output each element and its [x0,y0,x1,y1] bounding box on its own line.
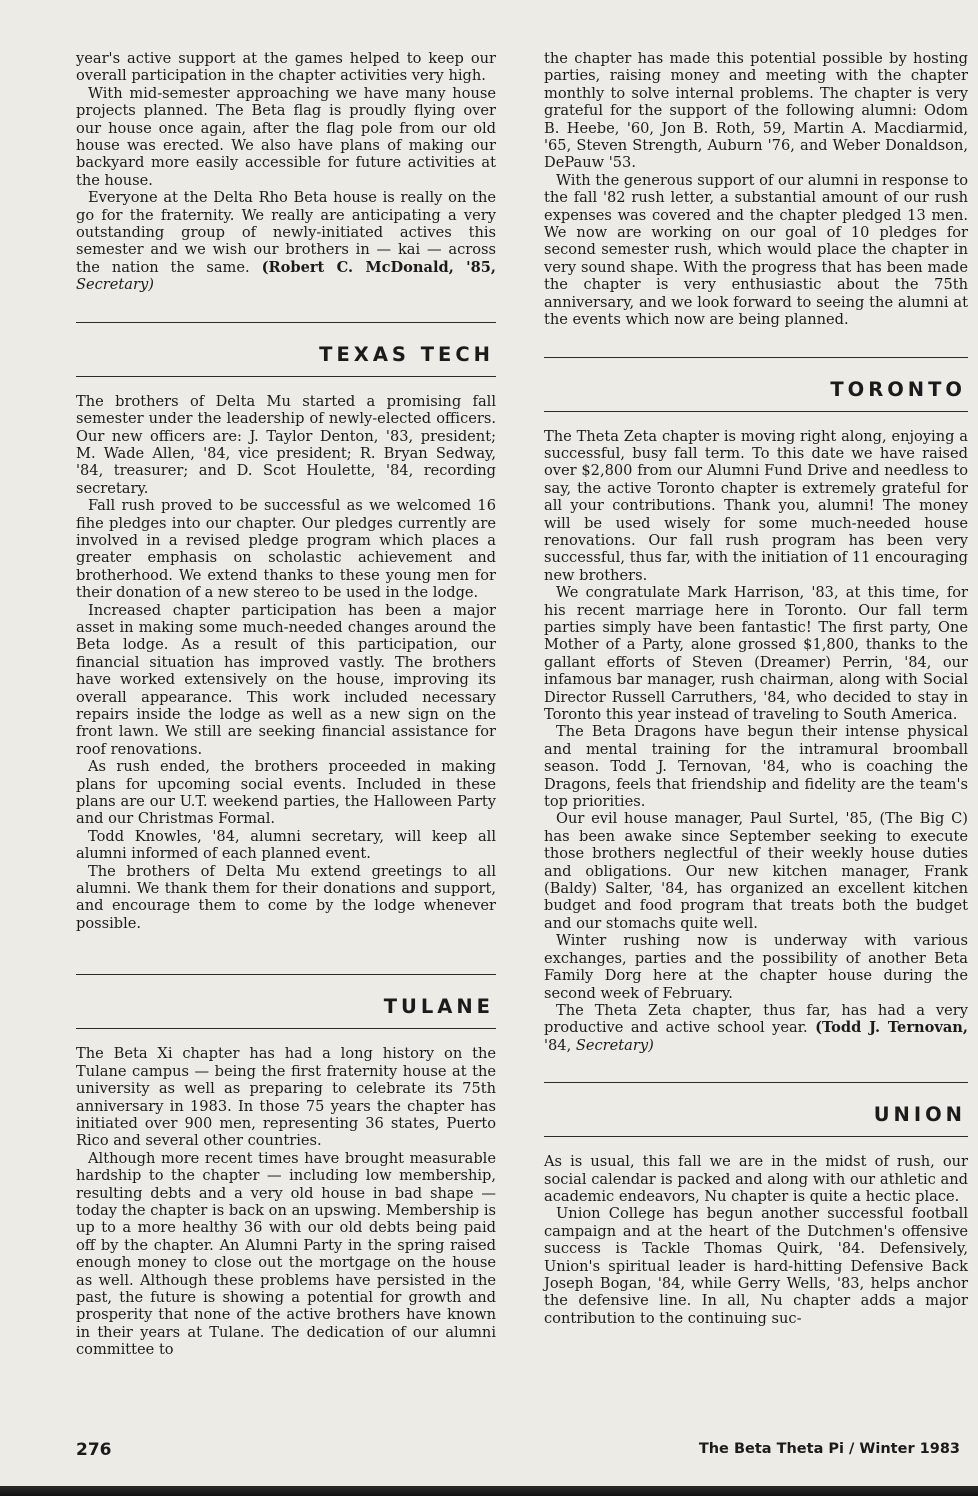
body-paragraph: Union College has begun another successful football campaign and at the heart of the Dutchmen's offensive success is Tackle Thomas Quirk, '84. Defensively, Union's spiritual leader is hard-hitting Defensive Back Joseph Bogan, '84, while Gerry Wells, '83, helps anchor the defensive line. In all, Nu chapter adds a major contribution to the continuing suc- [544,1205,968,1327]
body-paragraph: The Beta Dragons have begun their intense physical and mental training for the intramural broomball season. Todd J. Ternovan, '84, who is coaching the Dragons, feels that friendship and fidelity are the team's top priorities. [544,723,968,811]
signature-role: Secretary) [76,276,154,294]
body-paragraph: the chapter has made this potential possible by hosting parties, raising money and meeting with the chapter monthly to solve internal problems. The chapter is very grateful for the support of the following alumni: Odom B. Heebe, '60, Jon B. Roth, 59, Martin A. Macdiarmid, '65, Steven Strength, Auburn '76, and Weber Donaldson, DePauw '53. [544,50,968,172]
body-paragraph: Although more recent times have brought measurable hardship to the chapter — including low membership, resulting debts and a very old house in bad shape — today the chapter is back on an upswing. Membership is up to a more healthy 36 with our old debts being paid off by the chapter. An Alumni Party in the spring raised enough money to close out the mortgage on the house as well. Although these problems have persisted in the past, the future is showing a potential for growth and prosperity that none of the active brothers have known in their years at Tulane. The dedication of our alumni committee to [76,1149,496,1359]
body-paragraph [76,189,496,293]
body-paragraph [544,1002,968,1054]
body-paragraph: With mid-semester approaching we have many house projects planned. The Beta flag is proudly flying over our house once again, after the flag pole from our old house was erected. We also have plans of making our backyard more easily accessible for future activities at the house. [76,84,496,189]
body-paragraph: As is usual, this fall we are in the midst of rush, our social calendar is packed and along with our athletic and academic endeavors, Nu chapter is quite a hectic place. [544,1153,968,1205]
running-footer: The Beta Theta Pi / Winter 1983 [698,1441,960,1457]
body-paragraph: Todd Knowles, '84, alumni secretary, will keep all alumni informed of each planned event. [76,827,496,863]
left-column [76,50,496,1359]
body-paragraph: As rush ended, the brothers proceeded in making plans for upcoming social events. Included in these plans are our U.T. weekend parties, the Halloween Party and our Christmas Formal. [76,758,496,828]
right-column [544,50,968,1327]
section-heading-tulane: TULANE [76,974,496,1029]
page-edge-shadow [0,1486,978,1496]
body-paragraph: year's active support at the games helped to keep our overall participation in the chapter activities very high. [76,50,496,85]
section-heading-union: UNION [544,1082,968,1137]
signature-name: (Todd J. Ternovan, [815,1019,968,1037]
section-heading-texas-tech: TEXAS TECH [76,322,496,377]
body-paragraph: Our evil house manager, Paul Surtel, '85, (The Big C) has been awake since September seeking to execute those brothers neglectful of their weekly house duties and obligations. Our new kitchen manager, Frank (Baldy) Salter, '84, has organized an excellent kitchen budget and food program that treats both the budget and our stomachs quite well. [544,810,968,932]
page-number: 276 [76,1440,112,1460]
body-paragraph: We congratulate Mark Harrison, '83, at this time, for his recent marriage here in Toronto. Our fall term parties simply have been fantastic! The first party, One Mother of a Party, alone grossed $1,800, thanks to the gallant efforts of Steven (Dreamer) Perrin, '84, our infamous bar manager, rush chairman, along with Social Director Russell Carruthers, '84, who decided to stay in Toronto this year instead of traveling to South America. [544,584,968,723]
body-paragraph: The brothers of Delta Mu started a promising fall semester under the leadership of newly-elected officers. Our new officers are: J. Taylor Denton, '83, president; M. Wade Allen, '84, vice president; R. Bryan Sedway, '84, treasurer; and D. Scot Houlette, '84, recording secretary. [76,392,496,497]
body-paragraph: The brothers of Delta Mu extend greetings to all alumni. We thank them for their donations and support, and encourage them to come by the lodge whenever possible. [76,862,496,932]
body-paragraph: With the generous support of our alumni in response to the fall '82 rush letter, a substantial amount of our rush expenses was covered and the chapter pledged 13 men. We now are working on our goal of 10 pledges for second semester rush, which would place the chapter in very sound shape. With the progress that has been made the chapter is very enthusiastic about the 75th anniversary, and we look forward to seeing the alumni at the events which now are being planned. [544,171,968,329]
body-paragraph: Winter rushing now is underway with various exchanges, parties and the possibility of another Beta Family Dorg here at the chapter house during the second week of February. [544,932,968,1002]
body-paragraph: Increased chapter participation has been a major asset in making some much-needed changes around the Beta lodge. As a result of this participation, our financial situation has improved vastly. The brothers have worked extensively on the house, improving its overall appearance. This work included necessary repairs inside the lodge as well as a new sign on the front lawn. We still are seeking financial assistance for roof renovations. [76,601,496,758]
body-paragraph: The Theta Zeta chapter is moving right along, enjoying a successful, busy fall term. To this date we have raised over $2,800 from our Alumni Fund Drive and needless to say, the active Toronto chapter is extremely grateful for all your contributions. Thank you, alumni! The money will be used wisely for some much-needed house renovations. Our fall rush program has been very successful, thus far, with the initiation of 11 encouraging new brothers. [544,427,968,584]
signature-name: (Robert C. McDonald, '85, [261,258,496,276]
signature-class-year: '84, [544,1036,572,1054]
section-heading-toronto: TORONTO [544,357,968,412]
body-paragraph: Fall rush proved to be successful as we welcomed 16 fihe pledges into our chapter. Our pledges currently are involved in a revised pledge program which places a greater emphasis on scholastic achievement and brotherhood. We extend thanks to these young men for their donation of a new stereo to be used in the lodge. [76,497,496,602]
paragraph-text: Everyone at the Delta Rho Beta house is really on the go for the fraternity. We really are anticipating a very outstanding group of newly-initiated actives this semester and we wish our brothers in — kai — across the nation the same. [76,189,496,276]
paragraph-text: The Theta Zeta chapter, thus far, has had a very productive and active school year. [544,1001,968,1037]
body-paragraph: The Beta Xi chapter has had a long history on the Tulane campus — being the first fraternity house at the university as well as preparing to celebrate its 75th anniversary in 1983. In those 75 years the chapter has initiated over 900 men, representing 36 states, Puerto Rico and several other countries. [76,1045,496,1150]
signature-role: Secretary) [575,1036,654,1054]
